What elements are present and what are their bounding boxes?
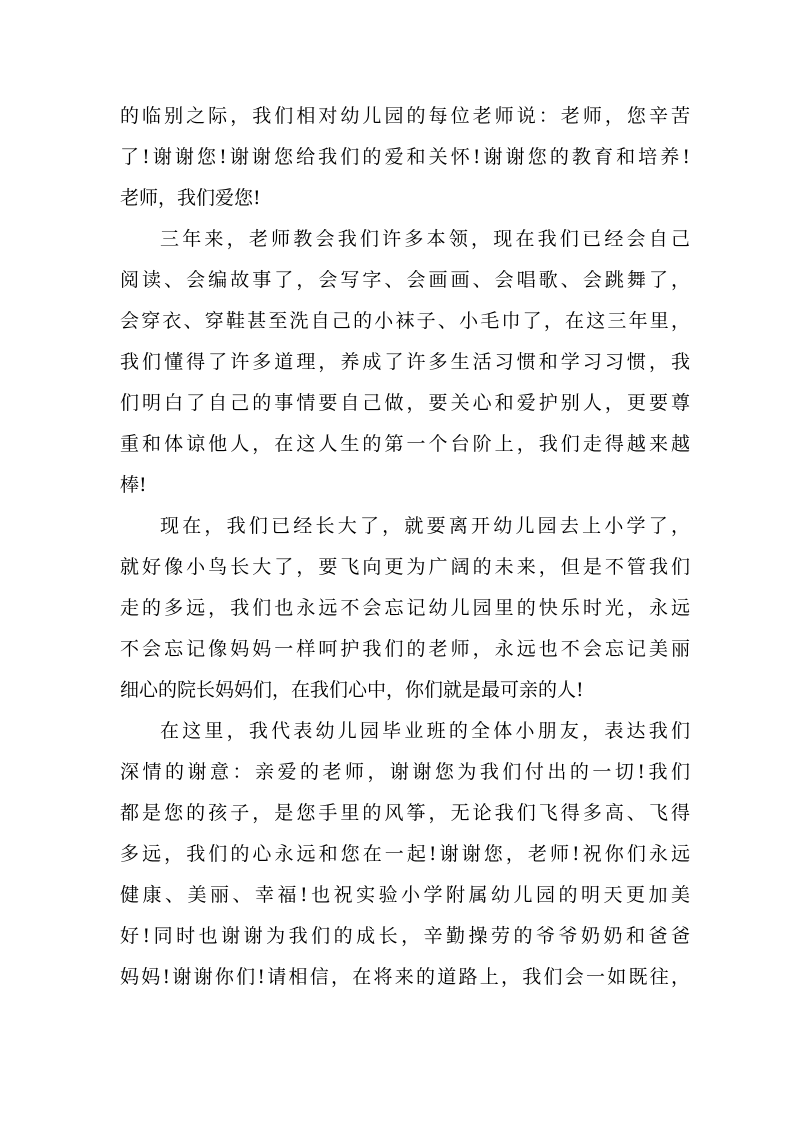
text-line: 走的多远，我们也永远不会忘记幼儿园里的快乐时光，永远 <box>120 597 690 619</box>
text-line: 健康、美丽、幸福!也祝实验小学附属幼儿园的明天更加美 <box>120 884 690 906</box>
text-line: 重和体谅他人，在这人生的第一个台阶上，我们走得越来越 <box>120 433 690 455</box>
text-line: 好!同时也谢谢为我们的成长，辛勤操劳的爷爷奶奶和爸爸 <box>120 925 690 947</box>
text-line: 棒! <box>120 474 147 496</box>
text-line: 三年来，老师教会我们许多本领，现在我们已经会自己 <box>160 228 690 250</box>
text-line: 深情的谢意：亲爱的老师，谢谢您为我们付出的一切!我们 <box>120 761 690 783</box>
text-line: 不会忘记像妈妈一样呵护我们的老师，永远也不会忘记美丽 <box>120 638 690 660</box>
text-line: 现在，我们已经长大了，就要离开幼儿园去上小学了， <box>160 515 690 537</box>
text-line: 们明白了自己的事情要自己做，要关心和爱护别人，更要尊 <box>120 392 690 414</box>
text-line: 多远，我们的心永远和您在一起!谢谢您，老师!祝你们永远 <box>120 843 690 865</box>
text-line: 就好像小鸟长大了，要飞向更为广阔的未来，但是不管我们 <box>120 556 690 578</box>
text-line: 阅读、会编故事了，会写字、会画画、会唱歌、会跳舞了， <box>120 269 690 291</box>
paragraph <box>120 219 690 506</box>
paragraph <box>120 711 690 998</box>
text-line: 都是您的孩子，是您手里的风筝，无论我们飞得多高、飞得 <box>120 802 690 824</box>
text-line: 在这里，我代表幼儿园毕业班的全体小朋友，表达我们 <box>160 720 690 742</box>
paragraph <box>120 96 690 219</box>
text-line: 老师，我们爱您! <box>120 187 261 209</box>
text-line: 了!谢谢您!谢谢您给我们的爱和关怀!谢谢您的教育和培养! <box>120 146 690 168</box>
text-line: 妈妈!谢谢你们!请相信，在将来的道路上，我们会一如既往， <box>120 966 690 988</box>
text-line: 的临别之际，我们相对幼儿园的每位老师说：老师，您辛苦 <box>120 105 690 127</box>
paragraph <box>120 506 690 711</box>
text-line: 我们懂得了许多道理，养成了许多生活习惯和学习习惯，我 <box>120 351 690 373</box>
text-line: 细心的院长妈妈们，在我们心中，你们就是最可亲的人! <box>120 679 584 701</box>
text-line: 会穿衣、穿鞋甚至洗自己的小袜子、小毛巾了，在这三年里， <box>120 310 690 332</box>
document-body <box>120 96 690 998</box>
